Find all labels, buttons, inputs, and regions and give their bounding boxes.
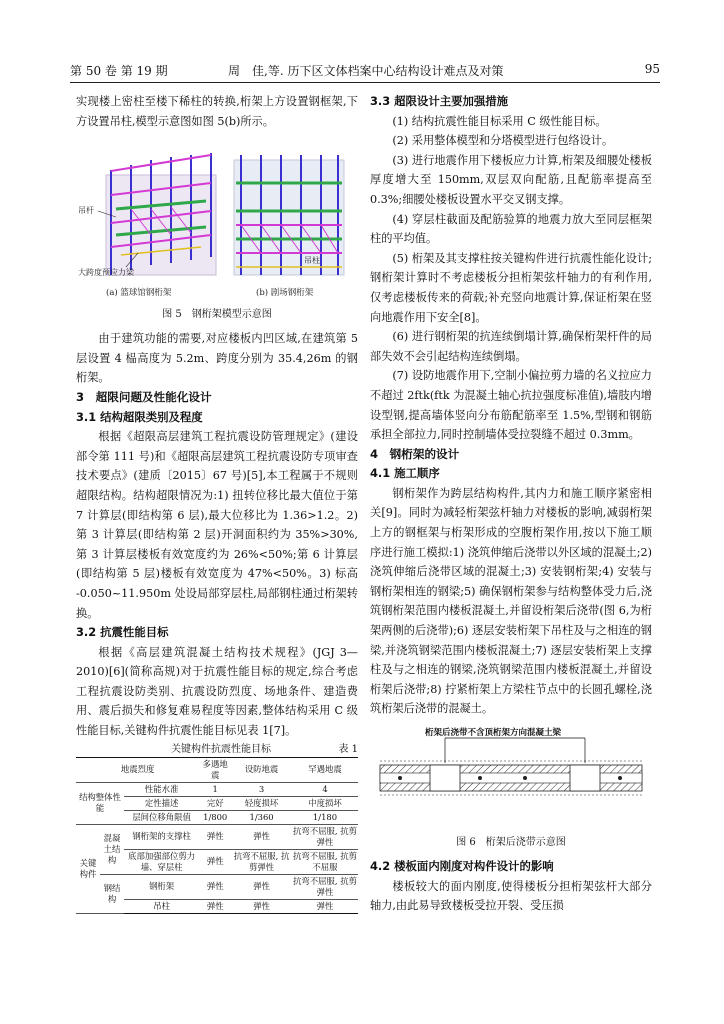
subgroup-cell: 钢结构 <box>100 874 124 913</box>
value-cell: 弹性 <box>292 899 358 913</box>
table-1-title <box>76 743 358 757</box>
value-cell: 中度损坏 <box>292 796 358 810</box>
subgroup-cell: 混凝土结构 <box>100 824 124 874</box>
section-4-1-heading: 4.1 施工顺序 <box>370 466 440 481</box>
table-row <box>76 824 358 849</box>
section-3-3-heading: 3.3 超限设计主要加强措施 <box>370 94 509 108</box>
value-cell: 抗弯不屈服, 抗剪弹性 <box>292 874 358 899</box>
model-b <box>234 155 344 298</box>
measure-item-2: (2) 采用整体模型和分塔模型进行包络设计。 <box>392 134 614 148</box>
section-3-1-paragraph: 根据《超限高层建筑工程抗震设防管理规定》(建设部令第 111 号)和《超限高层建筑工程抗震设防专项审查技术要点》(建质〔2015〕67 号)[5],本工程属于不规则超限结构。结构超限情况为:1) 扭转位移比最大值位于第 7 计算层(即结构第 6 层),最大位移比为 1.36>1.2。2) 第 3 计算层(即结构第 2 层)开洞面积约为 35%>30%,第 3 计算层楼板有效宽度约为 26%<50%;第 6 计算层(即结构第 5 层)楼板有效宽度为 47%<50%。3) 标高 -0.050~11.950m 处设局部穿层柱,局部钢柱通过桁架转换。 <box>76 430 358 620</box>
value-cell: 轻度损坏 <box>231 796 292 810</box>
value-cell: 4 <box>292 782 358 796</box>
left-column <box>76 92 358 914</box>
label-column: 吊柱 <box>304 256 320 266</box>
subcaption-b: (b) 剧场钢桁架 <box>256 288 314 299</box>
function-paragraph: 由于建筑功能的需要,对应楼板内凹区域,在建筑第 5 层设置 4 榀高度为 5.2m、跨度分别为 35.4,26m 的钢桁架。 <box>76 332 358 385</box>
table-header-row <box>76 757 358 782</box>
value-cell: 弹性 <box>199 874 231 899</box>
section-3-2-paragraph: 根据《高层建筑混凝土结构技术规程》(JGJ 3—2010)[6](简称高规)对于抗震性能目标的规定,综合考虑工程抗震设防类别、抗震设防烈度、场地条件、建造费用、震后损失和修复难易程度等因素,整体结构采用 C 级性能目标,关键构件抗震性能目标见表 1[7]。 <box>76 645 358 738</box>
measure-item-5: (5) 桁架及其支撑柱按关键构件进行抗震性能化设计;钢桁架计算时不考虑楼板分担桁架弦杆轴力的有利作用,仅考虑楼板传来的荷载;补充竖向地震计算,保证桁架在竖向地震作用下安全[8]。 <box>370 251 652 324</box>
subcaption-a: (a) 篮球馆钢桁架 <box>106 288 172 299</box>
value-cell: 3 <box>231 782 292 796</box>
item-cell: 定性描述 <box>124 796 199 810</box>
value-cell: 弹性 <box>199 824 231 849</box>
item-cell: 层间位移角限值 <box>124 810 199 824</box>
table-header-cell: 设防地震 <box>231 757 292 782</box>
value-cell: 弹性 <box>199 849 231 874</box>
right-column <box>370 92 652 916</box>
section-3-1-heading: 3.1 结构超限类别及程度 <box>76 409 203 424</box>
table-header-cell: 罕遇地震 <box>292 757 358 782</box>
value-cell: 抗弯不屈服, 抗剪不屈服 <box>292 849 358 874</box>
measure-item-7: (7) 设防地震作用下,空制小偏拉剪力墙的名义拉应力不超过 2ftk(ftk 为混凝土轴心抗拉强度标准值),墙肢内增设型钢,提高墙体竖向分布筋配筋率至 1.5%,型钢和钢筋承担全部拉力,同时控制墙体受拉裂缝不超过 0.3mm。 <box>370 369 652 442</box>
value-cell: 弹性 <box>199 899 231 913</box>
intro-paragraph: 实现楼上密柱至楼下稀柱的转换,桁架上方设置钢框架,下方设置吊柱,模型示意图如图 5(b)所示。 <box>76 95 358 128</box>
value-cell: 1/360 <box>231 810 292 824</box>
group-cell: 关键构件 <box>76 824 100 913</box>
figure-6-drawing <box>370 723 652 833</box>
value-cell: 1 <box>199 782 231 796</box>
section-4-2-paragraph: 楼板较大的面内刚度,使得楼板分担桁架弦杆大部分轴力,由此易导致楼板受拉开裂、受压损 <box>370 879 652 913</box>
section-3-2-heading: 3.2 抗震性能目标 <box>76 625 169 640</box>
model-a <box>78 153 216 298</box>
section-4-heading: 4 钢桁架的设计 <box>370 446 460 461</box>
measure-item-6: (6) 进行钢桁架的抗连续倒塌计算,确保桁架杆件的局部失效不会引起结构连续倒塌。 <box>370 330 652 363</box>
figure-5-drawing <box>76 135 358 305</box>
table-row <box>76 874 358 899</box>
value-cell: 弹性 <box>231 824 292 849</box>
item-cell: 性能水准 <box>124 782 199 796</box>
measure-item-1: (1) 结构抗震性能目标采用 C 级性能目标。 <box>392 114 607 128</box>
table-header-cell: 多遇地震 <box>199 757 231 782</box>
item-cell: 吊柱 <box>124 899 199 913</box>
value-cell: 弹性 <box>231 874 292 899</box>
measure-item-4: (4) 穿层柱截面及配筋验算的地震力放大至同层框架柱的平均值。 <box>370 212 652 246</box>
value-cell: 抗弯不屈服, 抗剪弹性 <box>292 824 358 849</box>
value-cell: 完好 <box>199 796 231 810</box>
table-row <box>76 782 358 796</box>
table-header-cell: 地震烈度 <box>76 757 199 782</box>
figure-5-caption: 图 5 钢桁架模型示意图 <box>162 309 272 321</box>
section-4-1-paragraph: 钢桁架作为跨层结构构件,其内力和施工顺序紧密相关[9]。同时为减轻桁架弦杆轴力对楼板的影响,减弱桁架上方的钢框架与桁架形成的空腹桁架作用,按以下施工顺序进行施工模拟:1) 浇筑伸缩后浇带以外区域的混凝土;2) 浇筑伸缩后浇带区域的混凝土;3) 安装钢桁架;4) 安装与钢桁架相连的钢梁;5) 确保钢桁架参与结构整体受力后,浇筑钢桁架范围内楼板混凝土,并留设桁架后浇带(图 6,为桁架两侧的后浇带);6) 逐层安装桁架下吊柱及与之相连的钢梁,并浇筑钢梁范围内楼板混凝土;7) 逐层安装桁架上支撑柱及与之相连的钢梁,浇筑钢梁范围内楼板混凝土,并留设桁架后浇带;8) 拧紧桁架上方梁柱节点中的长圆孔螺栓,浇筑桁架后浇带的混凝土。 <box>370 486 652 716</box>
item-cell: 钢桁架 <box>124 874 199 899</box>
item-cell: 钢桁架的支撑柱 <box>124 824 199 849</box>
value-cell: 抗弯不屈服, 抗剪弹性 <box>231 849 292 874</box>
page-number: 95 <box>644 62 660 76</box>
item-cell: 底部加强部位剪力墙、穿层柱 <box>124 849 199 874</box>
figure-6-label: 桁架后浇带不含顶桁架方向混凝土梁 <box>425 728 562 738</box>
table-1-number: 表 1 <box>338 743 358 755</box>
label-span-beam: 大跨度预应力梁 <box>78 268 134 278</box>
header-rule <box>70 82 660 83</box>
value-cell: 1/180 <box>292 810 358 824</box>
table-1-name: 关键构件抗震性能目标 <box>171 743 271 755</box>
section-4-2-heading: 4.2 楼板面内刚度对构件设计的影响 <box>370 859 554 873</box>
label-hanger: 吊杆 <box>78 206 94 216</box>
figure-5 <box>76 135 358 305</box>
figure-6 <box>370 723 652 833</box>
journal-volume: 第 50 卷 第 19 期 <box>70 64 168 78</box>
section-3-heading: 3 超限问题及性能化设计 <box>76 389 212 404</box>
figure-6-caption: 图 6 桁架后浇带示意图 <box>456 837 566 848</box>
running-title: 周 佳,等. 历下区文体档案中心结构设计难点及对策 <box>228 64 504 78</box>
performance-table <box>76 757 358 914</box>
value-cell: 1/800 <box>199 810 231 824</box>
value-cell: 弹性 <box>231 899 292 913</box>
measure-item-3: (3) 进行地震作用下楼板应力计算,桁架及细腰处楼板厚度增大至 150mm,双层双向配筋,且配筋率提高至 0.3%;细腰处楼板设置水平交叉钢支撑。 <box>370 153 652 206</box>
group-cell: 结构整体性能 <box>76 782 124 824</box>
